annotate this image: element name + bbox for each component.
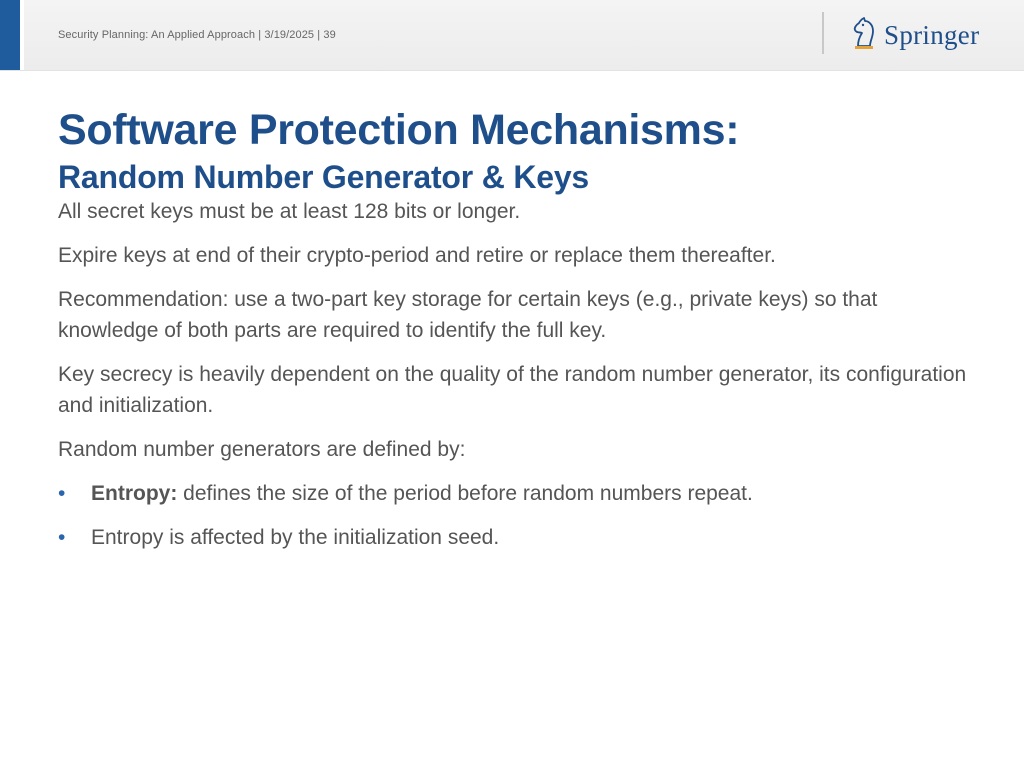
slide-title: Software Protection Mechanisms: <box>58 106 740 154</box>
springer-logo <box>850 14 979 54</box>
bullet-item <box>58 522 978 553</box>
accent-bar <box>0 0 20 70</box>
bullet-icon: • <box>58 482 66 505</box>
paragraph: Random number generators are defined by: <box>58 438 466 461</box>
bullet-text: Entropy is affected by the initialization seed. <box>91 526 500 549</box>
paragraph: Recommendation: use a two-part key storage for certain keys (e.g., private keys) so that knowledge of both parts are required to identify the full key. <box>58 288 878 342</box>
bullet-term: Entropy: <box>91 482 178 505</box>
paragraph: All secret keys must be at least 128 bits or longer. <box>58 200 521 223</box>
slide-header <box>0 0 1024 71</box>
slide-subtitle: Random Number Generator & Keys <box>58 159 590 195</box>
bullet-text: defines the size of the period before random numbers repeat. <box>177 482 753 505</box>
springer-wordmark: Springer <box>884 19 980 50</box>
bullet-item <box>58 478 978 509</box>
slide-content <box>58 104 978 566</box>
paragraph: Expire keys at end of their crypto-period and retire or replace them thereafter. <box>58 244 776 267</box>
chess-knight-icon <box>850 16 878 52</box>
accent-gap <box>20 0 24 70</box>
bullet-icon: • <box>58 526 66 549</box>
logo-divider <box>822 12 824 54</box>
slide-footer-text: Security Planning: An Applied Approach | 3/19/2025 | 39 <box>58 29 336 41</box>
paragraph: Key secrecy is heavily dependent on the quality of the random number generator, its configuration and initialization. <box>58 363 967 417</box>
